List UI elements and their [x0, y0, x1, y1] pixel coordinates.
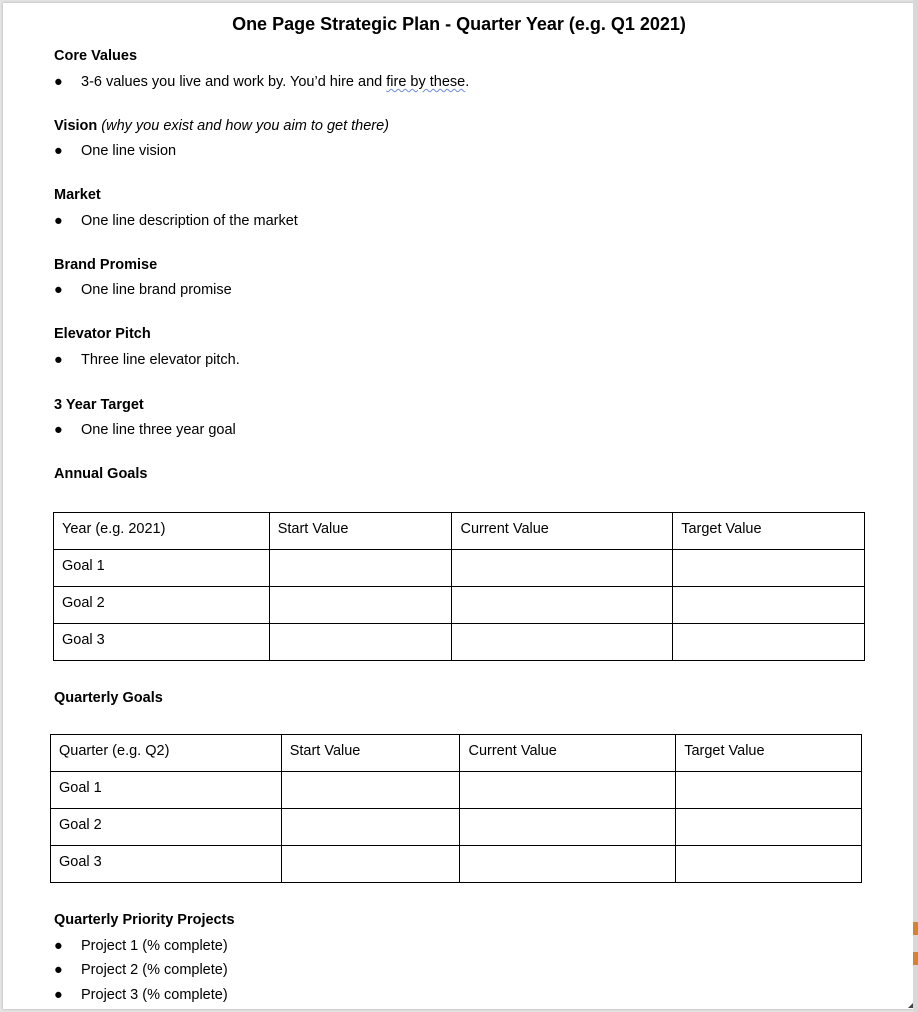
table-header-cell[interactable]: Start Value	[269, 513, 452, 550]
list-item-project[interactable]: ● Project 3 (% complete)	[54, 987, 228, 1003]
table-cell[interactable]	[269, 624, 452, 661]
table-cell[interactable]: Goal 1	[51, 772, 282, 809]
table-header-cell[interactable]: Current Value	[452, 513, 673, 550]
table-row	[54, 587, 865, 624]
table-header-cell[interactable]: Quarter (e.g. Q2)	[51, 735, 282, 772]
list-item-market[interactable]: ● One line description of the market	[54, 213, 298, 229]
list-item-project[interactable]: ● Project 1 (% complete)	[54, 938, 228, 954]
table-cell[interactable]: Goal 2	[54, 587, 270, 624]
table-row	[54, 550, 865, 587]
table-cell[interactable]	[452, 587, 673, 624]
quarterly-goals-table	[50, 734, 862, 883]
heading-core-values: Core Values	[54, 48, 138, 64]
table-header-cell[interactable]: Target Value	[676, 735, 862, 772]
table-header-cell[interactable]: Start Value	[281, 735, 460, 772]
table-cell[interactable]	[673, 587, 865, 624]
table-row	[54, 624, 865, 661]
list-item-elevator-pitch[interactable]: ● Three line elevator pitch.	[54, 352, 240, 368]
side-marker-tab[interactable]	[913, 922, 918, 935]
heading-elevator-pitch: Elevator Pitch	[54, 326, 151, 342]
bullet-icon: ●	[54, 282, 63, 298]
heading-brand-promise: Brand Promise	[54, 257, 158, 273]
bullet-icon: ●	[54, 422, 63, 438]
table-cell[interactable]	[673, 550, 865, 587]
table-cell[interactable]	[460, 772, 676, 809]
table-cell[interactable]: Goal 3	[54, 624, 270, 661]
table-header-cell[interactable]: Current Value	[460, 735, 676, 772]
heading-market: Market	[54, 187, 101, 203]
bullet-icon: ●	[54, 213, 63, 229]
document-title: One Page Strategic Plan - Quarter Year (e.g. Q1 2021)	[232, 14, 686, 34]
side-marker-tab[interactable]	[913, 952, 918, 965]
bullet-icon: ●	[54, 74, 63, 90]
table-cell[interactable]	[673, 624, 865, 661]
list-item-3-year-target[interactable]: ● One line three year goal	[54, 422, 236, 438]
table-header-row	[54, 513, 865, 550]
table-header-cell[interactable]: Year (e.g. 2021)	[54, 513, 270, 550]
heading-quarterly-goals: Quarterly Goals	[54, 690, 163, 706]
table-cell[interactable]	[281, 809, 460, 846]
list-item-vision[interactable]: ● One line vision	[54, 143, 177, 159]
table-cell[interactable]: Goal 3	[51, 846, 282, 883]
table-cell[interactable]	[281, 846, 460, 883]
table-cell[interactable]	[676, 846, 862, 883]
table-row	[51, 846, 862, 883]
list-item-project[interactable]: ● Project 2 (% complete)	[54, 962, 228, 978]
table-cell[interactable]	[269, 587, 452, 624]
scrollbar-track[interactable]	[913, 0, 918, 1012]
heading-annual-goals: Annual Goals	[54, 466, 148, 482]
table-cell[interactable]	[269, 550, 452, 587]
table-row	[51, 772, 862, 809]
bullet-icon: ●	[54, 352, 63, 368]
bullet-icon: ●	[54, 143, 63, 159]
table-cell[interactable]	[460, 809, 676, 846]
heading-priority-projects: Quarterly Priority Projects	[54, 912, 235, 928]
table-cell[interactable]	[460, 846, 676, 883]
table-cell[interactable]	[281, 772, 460, 809]
table-header-row	[51, 735, 862, 772]
table-cell[interactable]: Goal 1	[54, 550, 270, 587]
bullet-icon: ●	[54, 938, 63, 954]
table-cell[interactable]	[676, 772, 862, 809]
heading-vision: Vision (why you exist and how you aim to get there)	[54, 118, 390, 134]
list-item-brand-promise[interactable]: ● One line brand promise	[54, 282, 232, 298]
table-cell[interactable]	[452, 624, 673, 661]
table-cell[interactable]	[676, 809, 862, 846]
table-row	[51, 809, 862, 846]
heading-vision-subtitle: (why you exist and how you aim to get there)	[101, 118, 390, 134]
list-item-core-values[interactable]: ● 3-6 values you live and work by. You’d hire and fire by these.	[54, 74, 470, 90]
table-cell[interactable]: Goal 2	[51, 809, 282, 846]
table-cell[interactable]	[452, 550, 673, 587]
heading-3-year-target: 3 Year Target	[54, 397, 144, 413]
annual-goals-table	[53, 512, 865, 661]
bullet-icon: ●	[54, 962, 63, 978]
spellcheck-flagged-text[interactable]: fire by these	[386, 74, 466, 90]
table-header-cell[interactable]: Target Value	[673, 513, 865, 550]
resize-grip-icon[interactable]	[908, 1003, 913, 1008]
bullet-icon: ●	[54, 987, 63, 1003]
